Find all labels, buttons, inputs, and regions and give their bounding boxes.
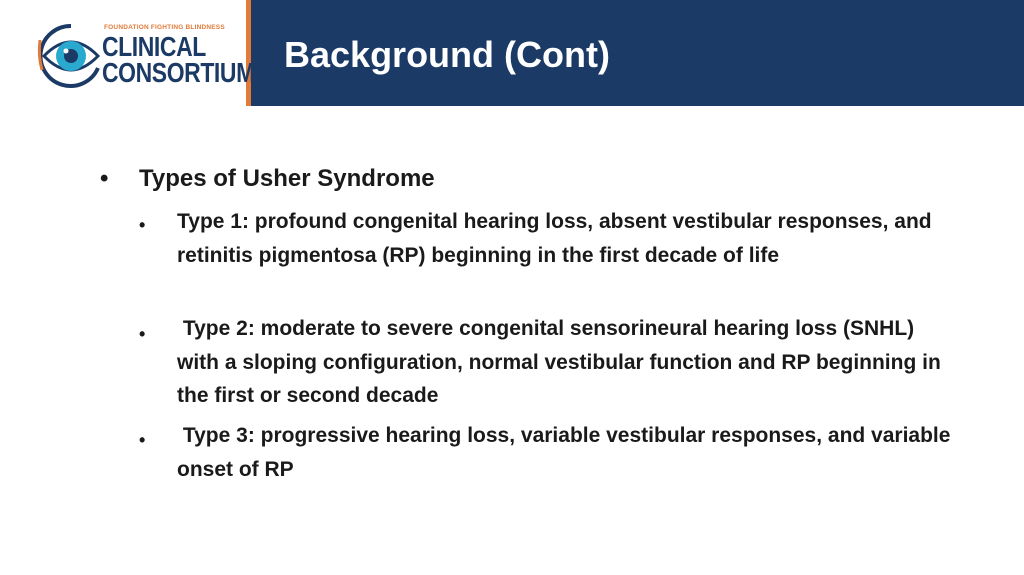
logo-tagline: FOUNDATION FIGHTING BLINDNESS [104, 24, 225, 31]
bullet-dot: • [100, 165, 109, 192]
bullet-level2-type1: Type 1: profound congenital hearing loss, absent vestibular responses, and retinitis pigmentosa (RP) beginning in the first decade of life [177, 210, 932, 267]
bullet-dot: • [139, 215, 146, 235]
bullet-dot: • [139, 324, 146, 344]
logo-word-consortium: CONSORTIUM [102, 57, 255, 88]
bullet-dot: • [139, 430, 146, 450]
bullet-level1: Types of Usher Syndrome [139, 165, 435, 192]
bullet-level2-type3: Type 3: progressive hearing loss, variable vestibular responses, and variable onset of RP [177, 424, 957, 481]
slide-title: Background (Cont) [284, 34, 610, 75]
logo-word-clinical: CLINICAL [102, 31, 206, 62]
bullet-level2-type2: Type 2: moderate to severe congenital sensorineural hearing loss (SNHL) with a sloping configuration, normal vestibular function and RP beginning in the first or second decade [177, 317, 947, 407]
